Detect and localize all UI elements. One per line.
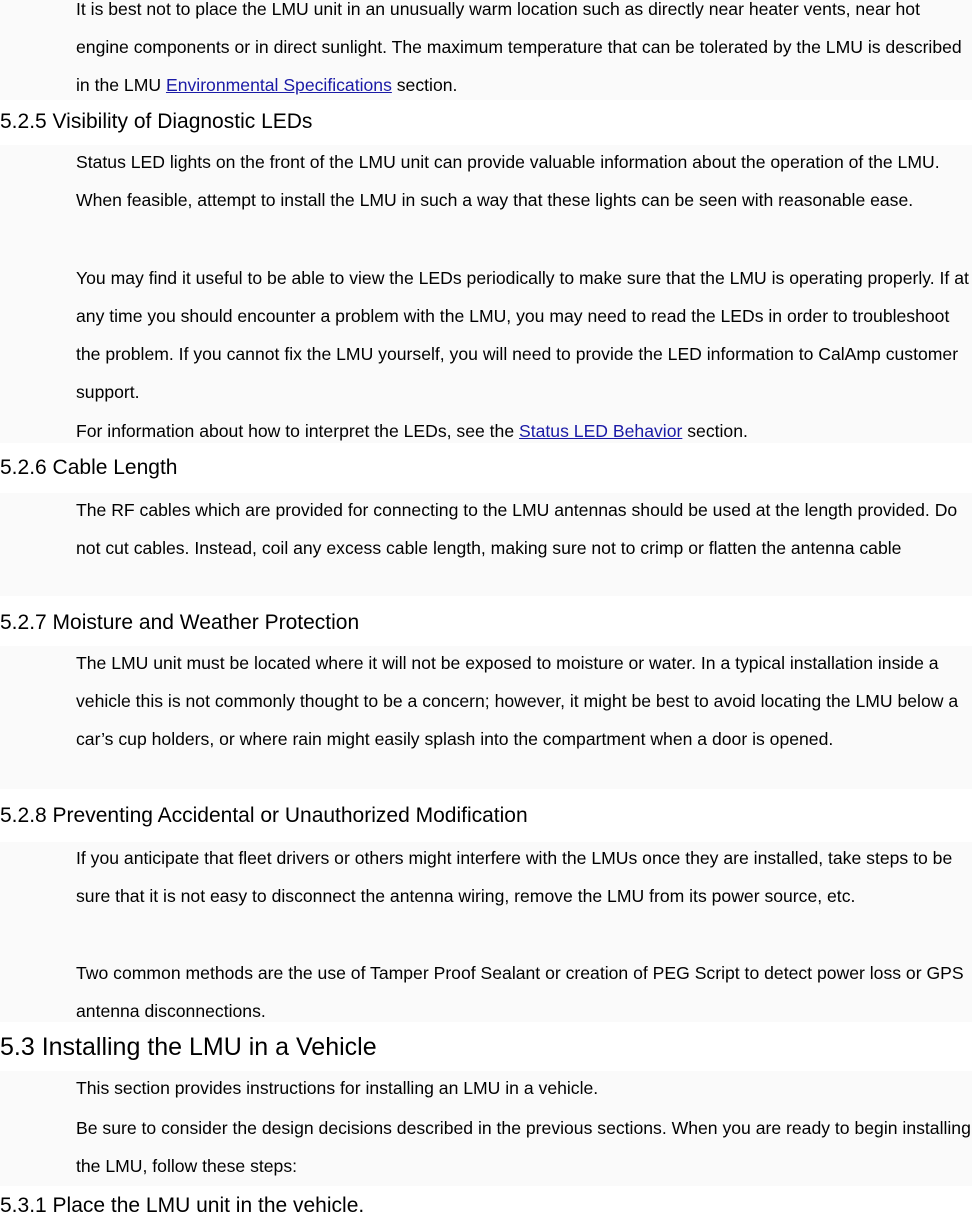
section-heading-5-2-8: 5.2.8 Preventing Accidental or Unauthorized Modification <box>0 804 528 827</box>
section-heading-5-2-5: 5.2.5 Visibility of Diagnostic LEDs <box>0 110 313 133</box>
intro-text-after: section. <box>391 75 458 95</box>
led-info-text-after: section. <box>682 421 748 441</box>
environmental-specifications-link[interactable]: Environmental Specifications <box>165 75 392 95</box>
intro-paragraph <box>76 0 971 104</box>
led-visibility-paragraph-1: Status LED lights on the front of the LMU unit can provide valuable information about the operation of the LMU. When feasible, attempt to install the LMU in such a way that these lights can be seen with reasonable ease. <box>76 152 940 210</box>
section-heading-5-2-7: 5.2.7 Moisture and Weather Protection <box>0 611 360 634</box>
status-led-behavior-link[interactable]: Status LED Behavior <box>519 421 683 441</box>
section-heading-5-3-1: 5.3.1 Place the LMU unit in the vehicle. <box>0 1194 365 1217</box>
install-paragraph-2: Be sure to consider the design decisions described in the previous sections. When you are ready to begin installing the LMU, follow these steps: <box>76 1118 971 1176</box>
led-info-text: For information about how to interpret the LEDs, see the <box>76 421 520 441</box>
modification-paragraph-1: If you anticipate that fleet drivers or others might interfere with the LMUs once they are installed, take steps to be sure that it is not easy to disconnect the antenna wiring, remove the LMU from its power source, etc. <box>76 848 953 906</box>
section-heading-5-2-6: 5.2.6 Cable Length <box>0 456 178 479</box>
led-visibility-paragraph-2: You may find it useful to be able to view the LEDs periodically to make sure that the LMU is operating properly. If at any time you should encounter a problem with the LMU, you may need to read the LEDs in order to troubleshoot the problem. If you cannot fix the LMU yourself, you will need to provide the LED information to CalAmp customer support. <box>76 268 969 402</box>
led-visibility-paragraph-3 <box>76 412 971 450</box>
intro-text: It is best not to place the LMU unit in an unusually warm location such as directly near heater vents, near hot engine components or in direct sunlight. The maximum temperature that can be tolerated by the LMU is described in the LMU <box>76 0 962 95</box>
section-heading-5-3: 5.3 Installing the LMU in a Vehicle <box>0 1033 377 1061</box>
moisture-paragraph: The LMU unit must be located where it will not be exposed to moisture or water. In a typical installation inside a vehicle this is not commonly thought to be a concern; however, it might be best to avoid locating the LMU below a car’s cup holders, or where rain might easily splash into the compartment when a door is opened. <box>76 653 959 749</box>
cable-length-paragraph: The RF cables which are provided for connecting to the LMU antennas should be used at the length provided. Do not cut cables. Instead, coil any excess cable length, making sure not to crimp or flatten the antenna cable <box>76 500 958 558</box>
modification-paragraph-2: Two common methods are the use of Tamper Proof Sealant or creation of PEG Script to detect power loss or GPS antenna disconnections. <box>76 963 964 1021</box>
install-paragraph-1: This section provides instructions for installing an LMU in a vehicle. <box>76 1078 599 1098</box>
